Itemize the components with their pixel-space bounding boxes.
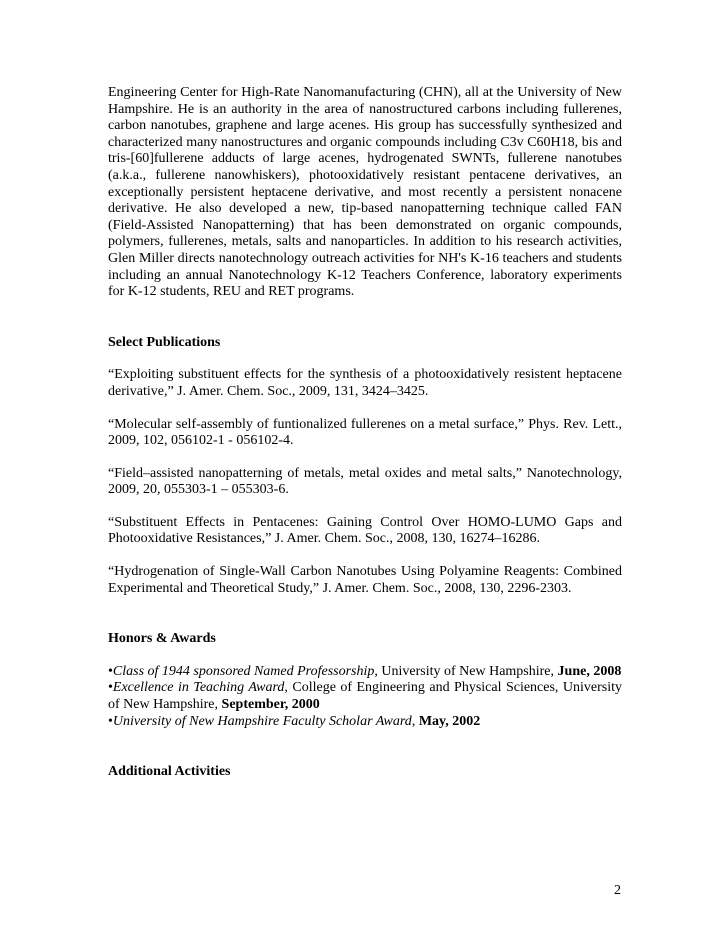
honors-heading: Honors & Awards xyxy=(108,631,216,647)
award-item xyxy=(108,680,622,713)
bullet: • xyxy=(108,680,113,696)
publication-item: “Substituent Effects in Pentacenes: Gaining Control Over HOMO-LUMO Gaps and Photooxidative Resistances,” J. Amer. Chem. Soc., 2008, 130, 16274–16286. xyxy=(108,514,622,547)
publication-item: “Hydrogenation of Single-Wall Carbon Nanotubes Using Polyamine Reagents: Combined Experimental and Theoretical Study,” J. Amer. Chem. Soc., 2008, 130, 2296-2303. xyxy=(108,564,622,596)
additional-activities-heading: Additional Activities xyxy=(108,764,231,780)
award-org: , xyxy=(411,713,419,729)
bio-paragraph: Engineering Center for High-Rate Nanomanufacturing (CHN), all at the University of New Hampshire. He is an authority in the area of nanostructured carbons including fullerenes, carbon nanotubes, graphene and large acenes. His group has successfully synthesized and characterized many nanostructures and organic compounds including C3v C60H18, bis and tris-[60]fullerene adducts of large acenes, hydrogenated SWNTs, fullerene nanotubes (a.k.a., fullerene nanowhiskers), photooxidatively resistant pentacene derivatives, an exceptionally persistent heptacene derivative, and most recently a persistent nonacene derivative. He also developed a new, tip-based nanopatterning technique called FAN (Field-Assisted Nanopatterning) that has been demonstrated on organic compounds, polymers, fullerenes, metals, salts and nanoparticles. In addition to his research activities, Glen Miller directs nanotechnology outreach activities for NH's K-16 teachers and students including an annual Nanotechnology K-12 Teachers Conference, laboratory experiments for K-12 students, REU and RET programs. xyxy=(108,85,622,300)
award-title: University of New Hampshire Faculty Scholar Award xyxy=(112,713,412,729)
document-page xyxy=(108,85,622,781)
award-date: June, 2008 xyxy=(557,663,622,679)
publication-item: “Exploiting substituent effects for the synthesis of a photooxidatively resistent heptacene derivative,” J. Amer. Chem. Soc., 2009, 131, 3424–3425. xyxy=(108,367,622,399)
publication-item: “Molecular self-assembly of funtionalized fullerenes on a metal surface,” Phys. Rev. Lett., 2009, 102, 056102-1 - 056102-4. xyxy=(108,416,622,449)
award-title: Excellence in Teaching Award xyxy=(112,680,285,696)
award-item xyxy=(108,714,622,731)
award-org: , College of Engineering and Physical Sciences, University of New Hampshire, xyxy=(108,680,622,713)
award-date: September, 2000 xyxy=(221,697,320,713)
award-item xyxy=(108,664,622,681)
award-date: May, 2002 xyxy=(418,713,481,729)
page-number: 2 xyxy=(614,883,621,898)
bullet: • xyxy=(108,663,113,679)
honors-list xyxy=(108,664,622,730)
award-title: Class of 1944 sponsored Named Professorship xyxy=(112,663,375,679)
award-org: , University of New Hampshire, xyxy=(374,663,558,679)
publications-heading: Select Publications xyxy=(108,334,221,350)
bullet: • xyxy=(108,713,113,729)
publication-item: “Field–assisted nanopatterning of metals, metal oxides and metal salts,” Nanotechnology, 2009, 20, 055303-1 – 055303-6. xyxy=(108,465,622,498)
